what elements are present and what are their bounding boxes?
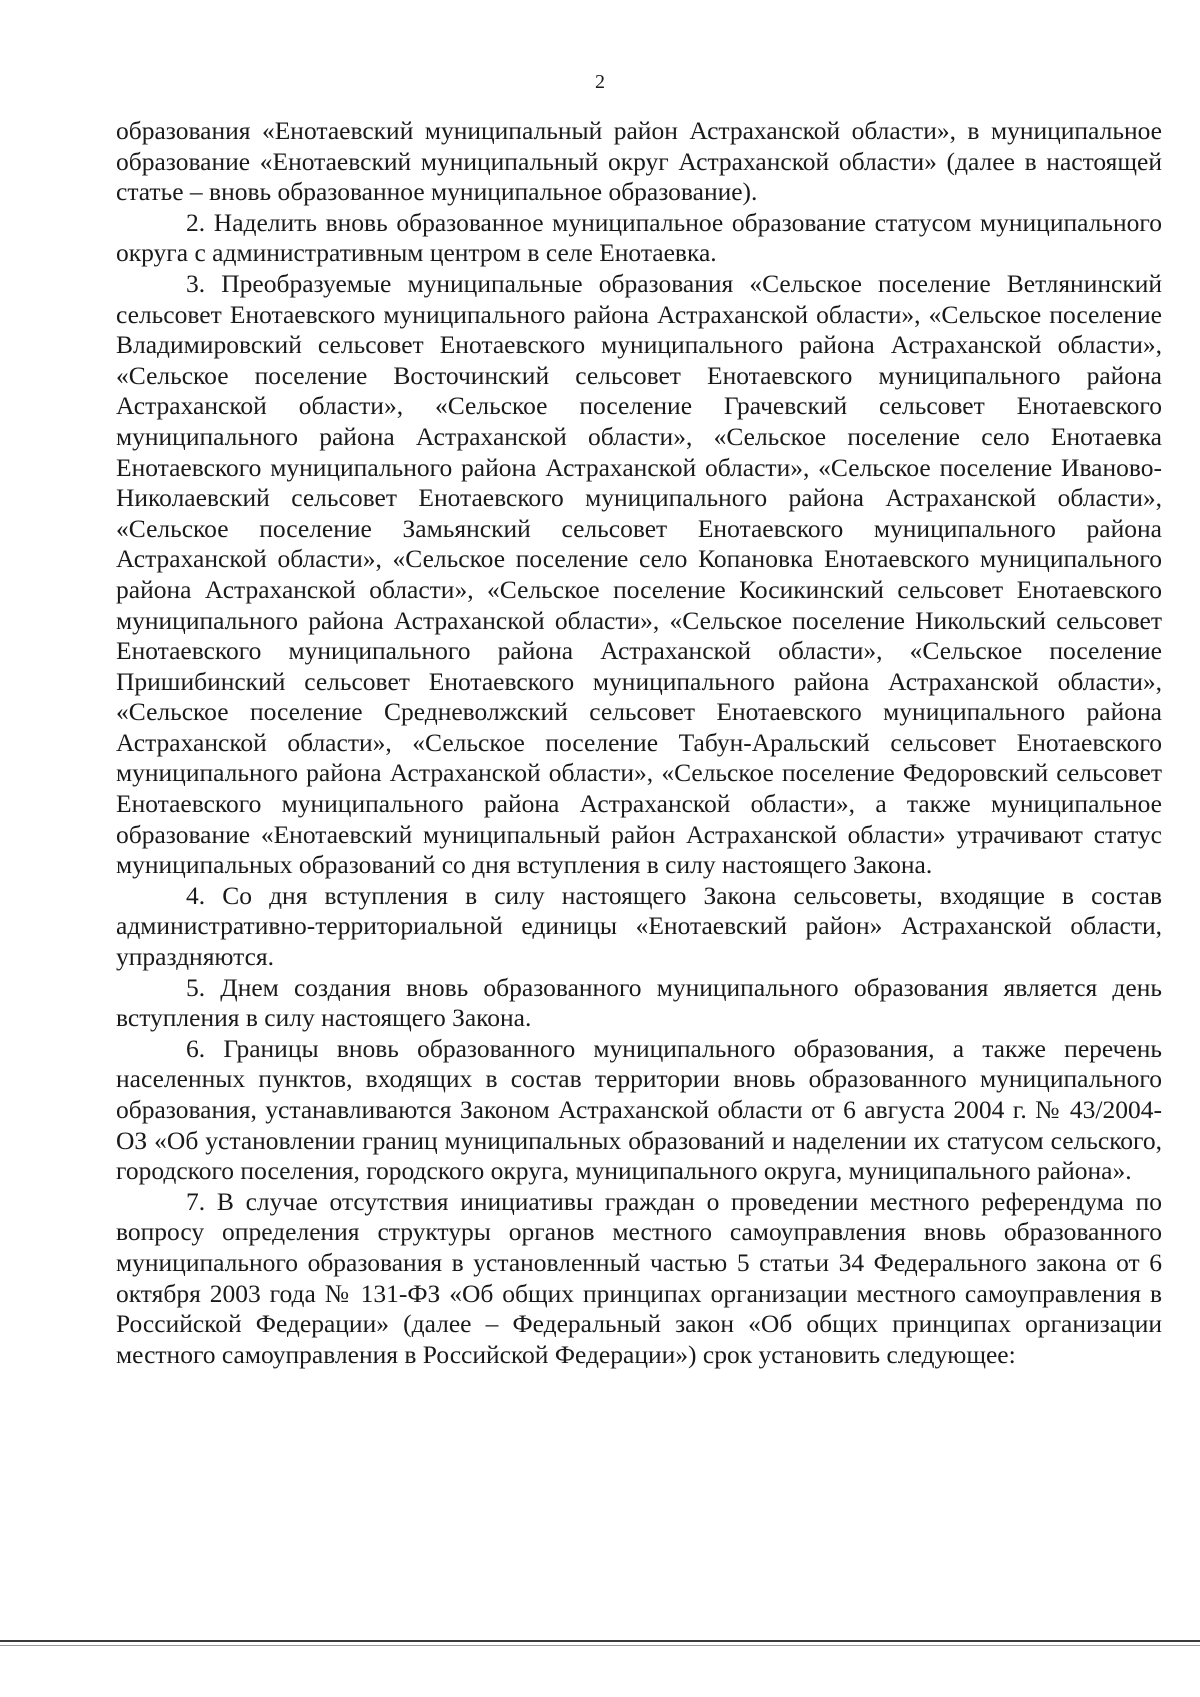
footer-divider-shadow — [0, 1645, 1200, 1646]
footer-divider — [0, 1640, 1200, 1642]
paragraph-item-7: 7. В случае отсутствия инициативы граждан о проведении местного референдума по вопросу определения структуры органов местного самоуправления вновь образованного муниципального образования в установленный частью 5 статьи 34 Федерального закона от 6 октября 2003 года № 131-ФЗ «Об общих принципах организации местного самоуправления в Российской Федерации» (далее – Федеральный закон «Об общих принципах организации местного самоуправления в Российской Федерации») срок установить следующее: — [116, 1186, 1162, 1369]
page-number: 2 — [595, 71, 605, 93]
paragraph-continuation: образования «Енотаевский муниципальный район Астраханской области», в муниципальное образование «Енотаевский муниципальный округ Астраханской области» (далее в настоящей статье – вновь образованное муниципальное образование). — [116, 116, 1162, 207]
paragraph-item-2: 2. Наделить вновь образованное муниципальное образование статусом муниципального округа с административным центром в селе Енотаевка. — [116, 207, 1162, 268]
document-body — [116, 116, 1162, 1370]
paragraph-item-6: 6. Границы вновь образованного муниципального образования, а также перечень населенных пунктов, входящих в состав территории вновь образованного муниципального образования, устанавливаются Законом Астраханской области от 6 августа 2004 г. № 43/2004-ОЗ «Об установлении границ муниципальных образований и наделении их статусом сельского, городского поселения, городского округа, муниципального округа, муниципального района». — [116, 1033, 1162, 1186]
paragraph-item-5: 5. Днем создания вновь образованного муниципального образования является день вступления в силу настоящего Закона. — [116, 972, 1162, 1033]
paragraph-item-3: 3. Преобразуемые муниципальные образования «Сельское поселение Ветлянинский сельсовет Енотаевского муниципального района Астраханской области», «Сельское поселение Владимировский сельсовет Енотаевского муниципального района Астраханской области», «Сельское поселение Восточинский сельсовет Енотаевского муниципального района Астраханской области», «Сельское поселение Грачевский сельсовет Енотаевского муниципального района Астраханской области», «Сельское поселение село Енотаевка Енотаевского муниципального района Астраханской области», «Сельское поселение Иваново-Николаевский сельсовет Енотаевского муниципального района Астраханской области», «Сельское поселение Замьянский сельсовет Енотаевского муниципального района Астраханской области», «Сельское поселение село Копановка Енотаевского муниципального района Астраханской области», «Сельское поселение Косикинский сельсовет Енотаевского муниципального района Астраханской области», «Сельское поселение Никольский сельсовет Енотаевского муниципального района Астраханской области», «Сельское поселение Пришибинский сельсовет Енотаевского муниципального района Астраханской области», «Сельское поселение Средневолжский сельсовет Енотаевского муниципального района Астраханской области», «Сельское поселение Табун-Аральский сельсовет Енотаевского муниципального района Астраханской области», «Сельское поселение Федоровский сельсовет Енотаевского муниципального района Астраханской области», а также муниципальное образование «Енотаевский муниципальный район Астраханской области» утрачивают статус муниципальных образований со дня вступления в силу настоящего Закона. — [116, 268, 1162, 880]
paragraph-item-4: 4. Со дня вступления в силу настоящего Закона сельсоветы, входящие в состав административно-территориальной единицы «Енотаевский район» Астраханской области, упраздняются. — [116, 880, 1162, 972]
